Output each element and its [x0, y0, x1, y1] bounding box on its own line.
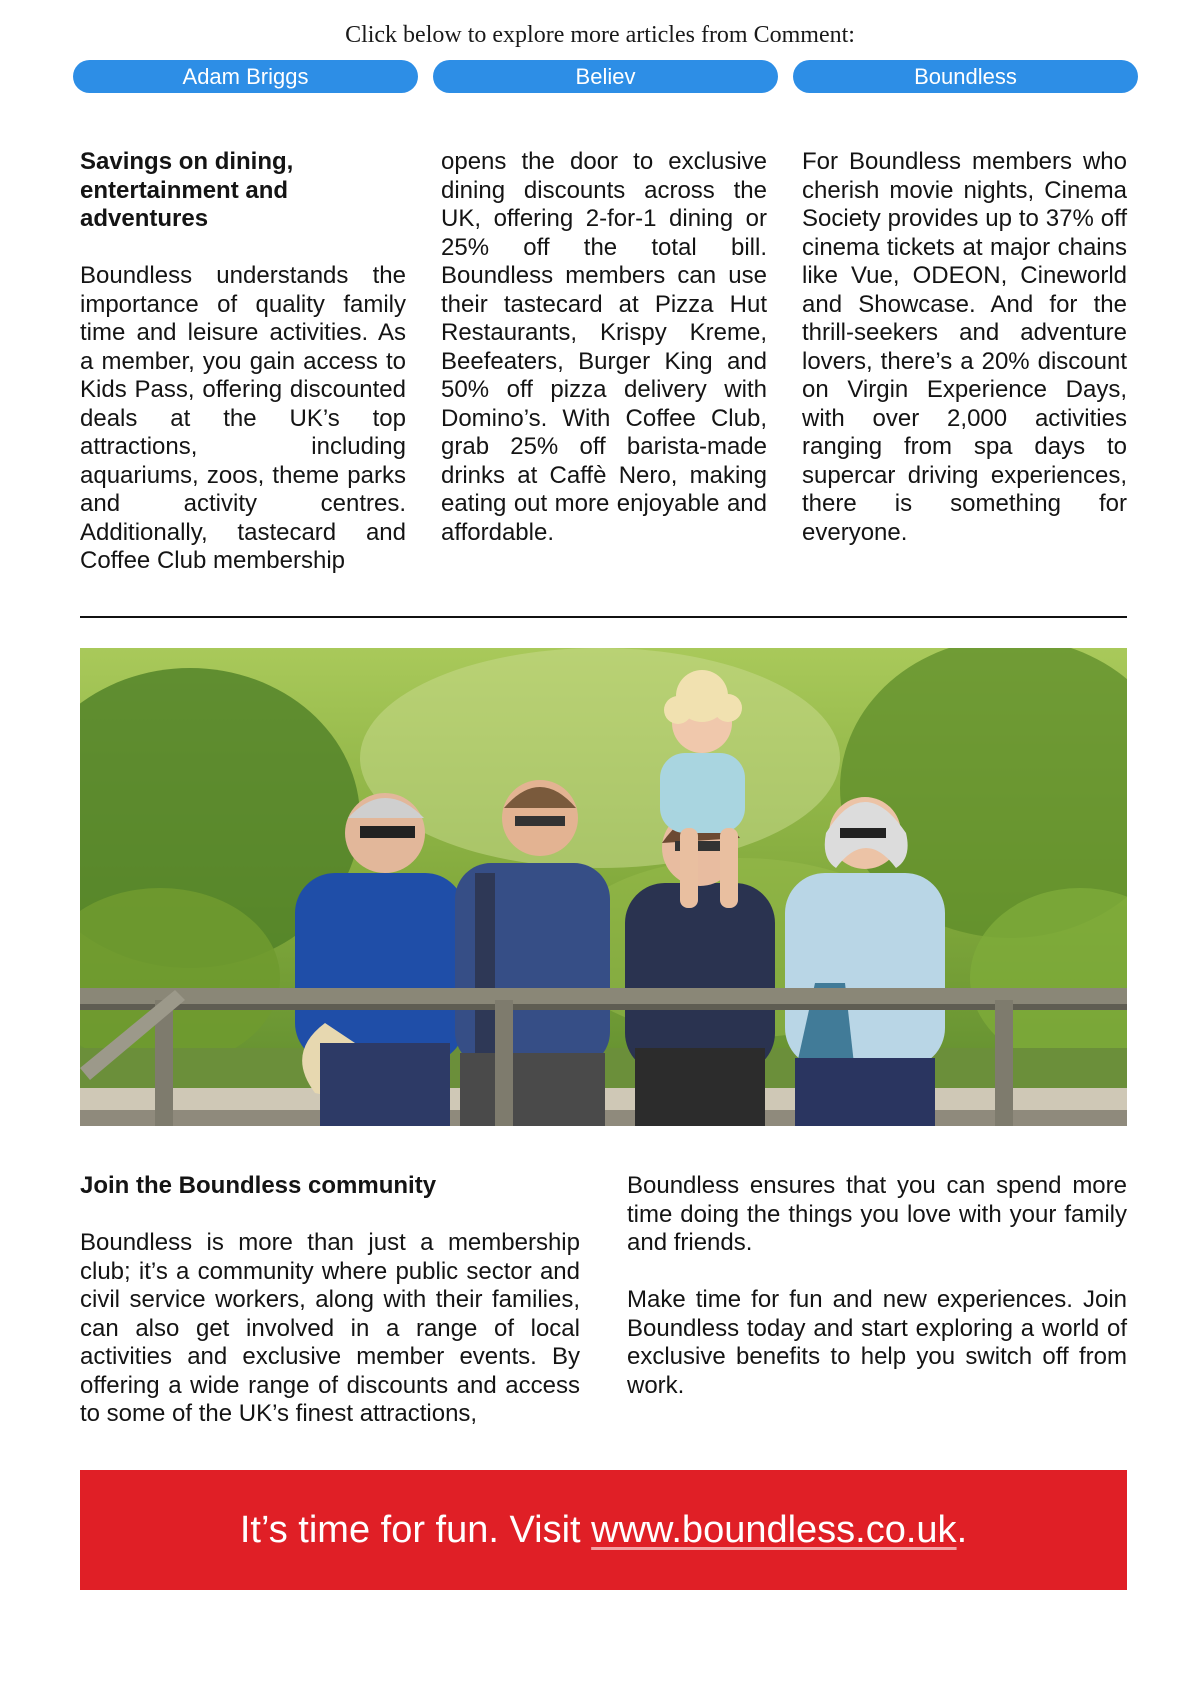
cta-banner	[80, 1470, 1127, 1590]
section1-col3-text: For Boundless members who cherish movie nights, Cinema Society provides up to 37% off cinema tickets at major chains like Vue, ODEON, Cineworld and Showcase. And for the thrill-seekers and adventure lovers, there’s a 20% discount on Virgin Experience Days, with over 2,000 activities ranging from spa days to supercar driving experiences, there is something for everyone.	[802, 148, 1127, 546]
article-link-believ[interactable]: Believ	[433, 60, 778, 93]
section1-col1-text: Boundless understands the importance of quality family time and leisure activities. As a member, you gain access to Kids Pass, offering discounted deals at the UK’s top attractions, including aquariums, zoos, theme parks and activity centres. Additionally, tastecard and Coffee Club membership	[80, 262, 406, 574]
section1-column-3	[802, 148, 1127, 547]
section2-heading: Join the Boundless community	[80, 1172, 437, 1199]
section2-left-text: Boundless is more than just a membership club; it’s a community where public sector and civil service workers, along with their families, can also get involved in a range of local activities and exclusive member events. By offering a wide range of discounts and access to some of the UK’s finest attractions,	[80, 1229, 580, 1427]
section2-right-column	[627, 1172, 1127, 1400]
article-link-boundless[interactable]: Boundless	[793, 60, 1138, 93]
section1-col2-text: opens the door to exclusive dining discounts across the UK, offering 2-for-1 dining or 25% off the total bill. Boundless members can use their tastecard at Pizza Hut Restaurants, Krispy Kreme, Beefeaters, Burger King and 50% off pizza delivery with Domino’s. With Coffee Club, grab 25% off barista-made drinks at Caffè Nero, making eating out more enjoyable and affordable.	[441, 148, 767, 546]
explore-heading: Click below to explore more articles from Comment:	[345, 22, 855, 48]
section1-column-1	[80, 148, 406, 576]
section1-column-2	[441, 148, 767, 547]
family-on-bridge-photo	[80, 648, 1127, 1126]
cta-suffix: .	[956, 1509, 968, 1551]
section-divider	[80, 616, 1127, 618]
section2-right-paragraph-2: Make time for fun and new experiences. Join Boundless today and start exploring a world of exclusive benefits to help you switch off from work.	[627, 1286, 1127, 1399]
section2-right-paragraph-1: Boundless ensures that you can spend more time doing the things you love with your family and friends.	[627, 1172, 1127, 1256]
article-link-adam-briggs[interactable]: Adam Briggs	[73, 60, 418, 93]
section1-heading: Savings on dining, entertainment and adventures	[80, 148, 294, 232]
boundless-website-link[interactable]: www.boundless.co.uk	[591, 1509, 957, 1551]
cta-prefix: It’s time for fun. Visit	[239, 1509, 592, 1551]
section2-left-column	[80, 1172, 580, 1429]
